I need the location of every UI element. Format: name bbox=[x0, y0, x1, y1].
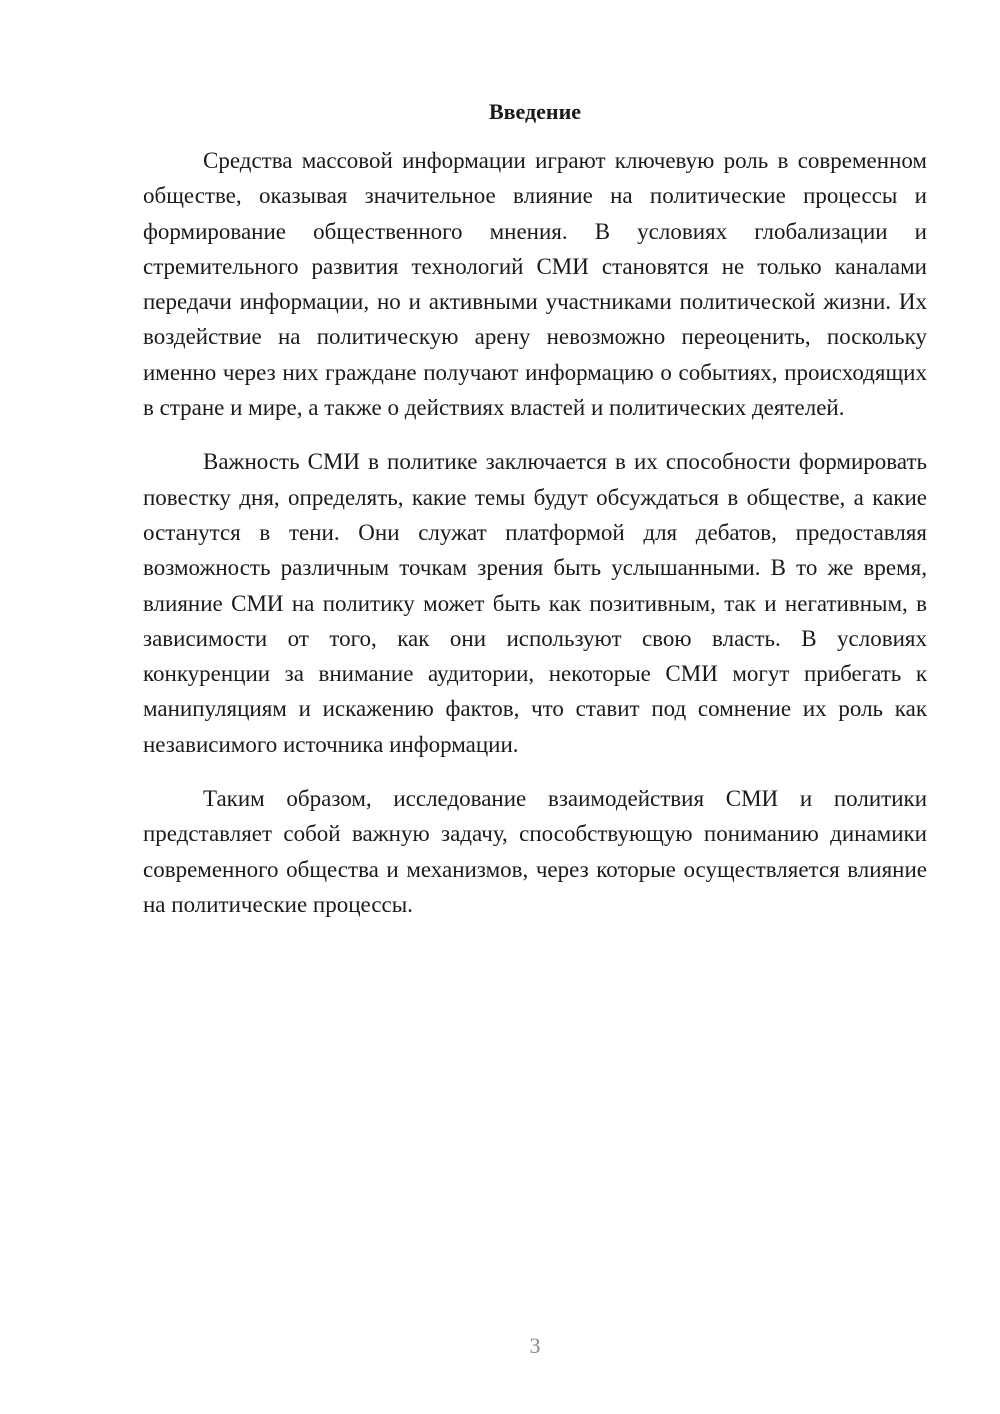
section-title: Введение bbox=[488, 99, 582, 124]
paragraph-1: Средства массовой информации играют ключевую роль в современном обществе, оказывая значительное влияние на политические процессы и формирование общественного мнения. В условиях глобализации и стремительного развития технологий СМИ становятся не только каналами передачи информации, но и активными участниками политической жизни. Их воздействие на политическую арену невозможно переоценить, поскольку именно через них граждане получают информацию о событиях, происходящих в стране и мире, а также о действиях властей и политических деятелей. bbox=[143, 148, 927, 421]
body-text bbox=[143, 143, 927, 941]
paragraph-2: Важность СМИ в политике заключается в их способности формировать повестку дня, определять, какие темы будут обсуждаться в обществе, а какие останутся в тени. Они служат платформой для дебатов, предоставляя возможность различным точкам зрения быть услышанными. В то же время, влияние СМИ на политику может быть как позитивным, так и негативным, в зависимости от того, как они используют свою власть. В условиях конкуренции за внимание аудитории, некоторые СМИ могут прибегать к манипуляциям и искажению фактов, что ставит под сомнение их роль как независимого источника информации. bbox=[143, 449, 927, 757]
paragraph-3: Таким образом, исследование взаимодействия СМИ и политики представляет собой важную задачу, способствующую пониманию динамики современного общества и механизмов, через которые осуществляется влияние на политические процессы. bbox=[143, 786, 927, 917]
page-number: 3 bbox=[529, 1333, 541, 1358]
